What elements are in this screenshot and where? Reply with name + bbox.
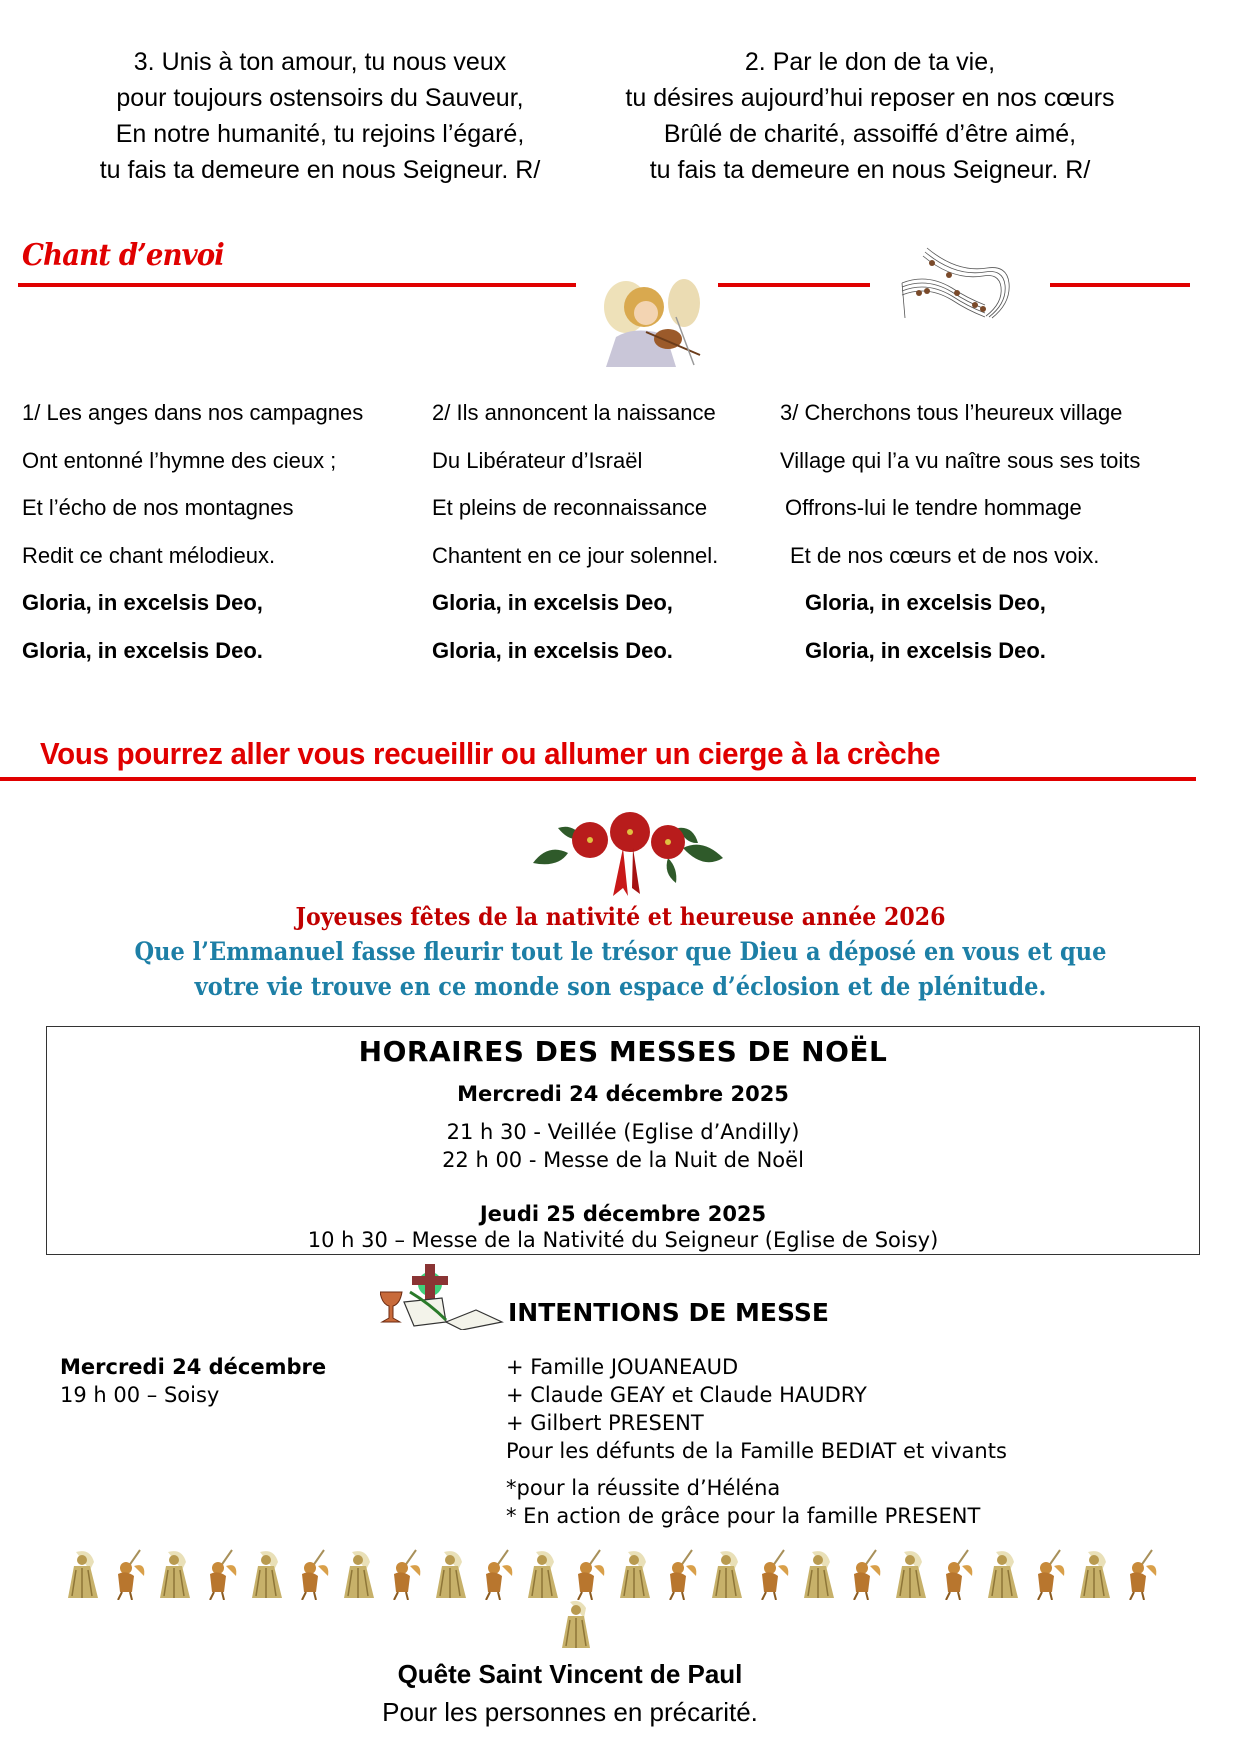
verse-line: 2. Par le don de ta vie, bbox=[744, 48, 996, 76]
gold-angel-icon bbox=[704, 1548, 750, 1600]
gold-angel-icon bbox=[612, 1548, 658, 1600]
chant-line: Chantent en ce jour solennel. bbox=[432, 542, 719, 568]
verse-3 bbox=[40, 44, 600, 188]
trumpet-cherub-icon bbox=[1118, 1548, 1164, 1600]
verse-line: En notre humanité, tu rejoins l’égaré, bbox=[115, 120, 525, 148]
violin-angel-icon bbox=[596, 277, 704, 369]
refrain-line: Gloria, in excelsis Deo, bbox=[805, 590, 1046, 615]
intention-item: + Gilbert PRESENT bbox=[506, 1411, 704, 1435]
chant-line: Ont entonné l’hymne des cieux ; bbox=[22, 447, 337, 473]
chalice-cross-bible-icon bbox=[380, 1264, 510, 1330]
verse-line: Brûlé de charité, assoiffé d’être aimé, bbox=[663, 120, 1077, 148]
intentions-time-place: 19 h 00 – Soisy bbox=[60, 1383, 220, 1407]
chant-verse-3 bbox=[780, 398, 1140, 683]
chant-verse-1 bbox=[22, 398, 363, 683]
chant-verse-2 bbox=[432, 398, 718, 683]
gold-angel-icon bbox=[980, 1548, 1026, 1600]
quete-subtitle: Pour les personnes en précarité. bbox=[382, 1697, 758, 1727]
verse-line: tu désires aujourd’hui reposer en nos cœurs bbox=[625, 84, 1115, 112]
chant-line: Et pleins de reconnaissance bbox=[432, 495, 708, 520]
intention-item: Pour les défunts de la Famille BEDIAT et vivants bbox=[506, 1439, 1007, 1463]
chant-line: 2/ Ils annoncent la naissance bbox=[432, 400, 716, 425]
schedule-day: Mercredi 24 décembre 2025 bbox=[457, 1082, 789, 1106]
schedule-day: Jeudi 25 décembre 2025 bbox=[479, 1202, 767, 1226]
chant-envoi-title: Chant d’envoi bbox=[22, 238, 224, 273]
chant-line: Du Libérateur d’Israël bbox=[432, 447, 643, 473]
verse-line: pour toujours ostensoirs du Sauveur, bbox=[116, 84, 524, 112]
chant-line: 1/ Les anges dans nos campagnes bbox=[22, 400, 364, 425]
trumpet-cherub-icon bbox=[658, 1548, 704, 1600]
gold-angel-icon bbox=[336, 1548, 382, 1600]
gold-angel-icon bbox=[520, 1548, 566, 1600]
verse-line: tu fais ta demeure en nous Seigneur. R/ bbox=[99, 156, 541, 184]
trumpet-cherub-icon bbox=[106, 1548, 152, 1600]
chant-line: Village qui l’a vu naître sous ses toits bbox=[780, 447, 1141, 473]
intention-item: + Famille JOUANEAUD bbox=[506, 1355, 739, 1379]
chant-line: 3/ Cherchons tous l’heureux village bbox=[780, 400, 1123, 425]
mass-schedule-box bbox=[46, 1026, 1200, 1255]
intentions-list bbox=[506, 1353, 1007, 1530]
schedule-title: HORAIRES DES MESSES DE NOËL bbox=[358, 1035, 888, 1068]
angel-border bbox=[60, 1548, 1164, 1600]
quete-title: Quête Saint Vincent de Paul bbox=[397, 1659, 743, 1689]
gold-angel-icon bbox=[428, 1548, 474, 1600]
greeting-message-line: votre vie trouve en ce monde son espace d’éclosion et de plénitude. bbox=[194, 972, 1047, 1001]
refrain-line: Gloria, in excelsis Deo. bbox=[432, 637, 673, 663]
divider-line bbox=[0, 777, 1196, 781]
chant-line: Offrons-lui le tendre hommage bbox=[785, 495, 1082, 520]
chant-line: Et l’écho de nos montagnes bbox=[22, 495, 294, 520]
trumpet-cherub-icon bbox=[842, 1548, 888, 1600]
music-staff-icon bbox=[897, 243, 1027, 323]
intention-item: *pour la réussite d’Héléna bbox=[506, 1476, 781, 1500]
trumpet-cherub-icon bbox=[1026, 1548, 1072, 1600]
greeting-title: Joyeuses fêtes de la nativité et heureuse année 2026 bbox=[295, 902, 946, 931]
gold-angel-icon bbox=[1072, 1548, 1118, 1600]
schedule-entry: 22 h 00 - Messe de la Nuit de Noël bbox=[442, 1148, 804, 1172]
intentions-date bbox=[60, 1353, 326, 1409]
trumpet-cherub-icon bbox=[290, 1548, 336, 1600]
schedule-entry: 10 h 30 – Messe de la Nativité du Seigneur (Eglise de Soisy) bbox=[307, 1228, 939, 1252]
divider-line bbox=[1050, 283, 1190, 287]
refrain-line: Gloria, in excelsis Deo, bbox=[22, 590, 263, 615]
trumpet-cherub-icon bbox=[198, 1548, 244, 1600]
verse-line: 3. Unis à ton amour, tu nous veux bbox=[133, 48, 507, 76]
gold-angel-icon bbox=[888, 1548, 934, 1600]
trumpet-cherub-icon bbox=[934, 1548, 980, 1600]
intentions-title: INTENTIONS DE MESSE bbox=[508, 1298, 829, 1327]
schedule-entry: 21 h 30 - Veillée (Eglise d’Andilly) bbox=[446, 1120, 800, 1144]
verse-2 bbox=[580, 44, 1160, 188]
chant-line: Redit ce chant mélodieux. bbox=[22, 542, 276, 568]
trumpet-cherub-icon bbox=[474, 1548, 520, 1600]
gold-angel-icon bbox=[152, 1548, 198, 1600]
verse-line: tu fais ta demeure en nous Seigneur. R/ bbox=[649, 156, 1091, 184]
gold-angel-icon bbox=[556, 1598, 596, 1650]
chant-line: Et de nos cœurs et de nos voix. bbox=[790, 542, 1100, 568]
gold-angel-icon bbox=[244, 1548, 290, 1600]
refrain-line: Gloria, in excelsis Deo, bbox=[432, 590, 673, 615]
gold-angel-icon bbox=[60, 1548, 106, 1600]
divider-line bbox=[18, 283, 576, 287]
gold-angel-icon bbox=[796, 1548, 842, 1600]
trumpet-cherub-icon bbox=[566, 1548, 612, 1600]
trumpet-cherub-icon bbox=[382, 1548, 428, 1600]
poinsettia-wreath-icon bbox=[528, 808, 728, 898]
intention-item: * En action de grâce pour la famille PRESENT bbox=[506, 1504, 981, 1528]
refrain-line: Gloria, in excelsis Deo. bbox=[805, 637, 1046, 663]
refrain-line: Gloria, in excelsis Deo. bbox=[22, 637, 263, 663]
intentions-day: Mercredi 24 décembre bbox=[60, 1355, 327, 1379]
greeting-message-line: Que l’Emmanuel fasse fleurir tout le trésor que Dieu a déposé en vous et que bbox=[134, 937, 1107, 966]
intention-item: + Claude GEAY et Claude HAUDRY bbox=[506, 1383, 867, 1407]
divider-line bbox=[718, 283, 870, 287]
creche-announcement: Vous pourrez aller vous recueillir ou allumer un cierge à la crèche bbox=[40, 736, 941, 771]
trumpet-cherub-icon bbox=[750, 1548, 796, 1600]
